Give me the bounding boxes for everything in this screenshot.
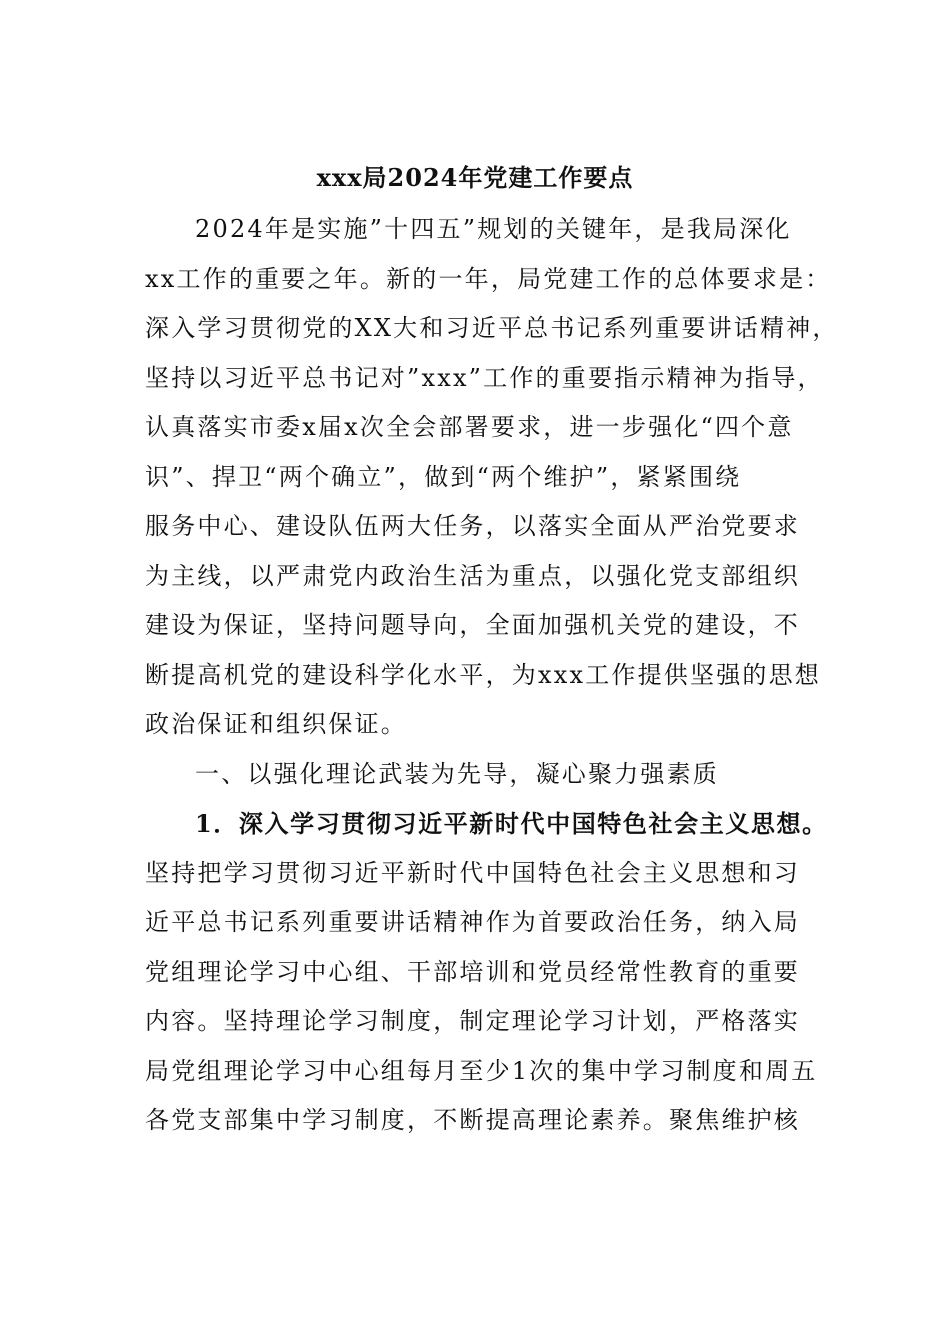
text-line: 断提高机党的建设科学化水平，为xxx工作提供坚强的思想 — [145, 660, 822, 689]
text-line: 识”、捍卫“两个确立”，做到“两个维护”，紧紧围绕 — [145, 462, 742, 491]
document-body — [145, 205, 839, 1146]
document-title: xxx局2024年党建工作要点 — [316, 163, 634, 192]
text-line: 内容。坚持理论学习制度，制定理论学习计划，严格落实 — [145, 1007, 800, 1035]
text-line: 近平总书记系列重要讲话精神作为首要政治任务，纳入局 — [145, 908, 800, 936]
text-line: 政治保证和组织保证。 — [145, 710, 407, 738]
text-line: 坚持以习近平总书记对”xxx”工作的重要指示精神为指导， — [145, 363, 824, 392]
text-line: 局党组理论学习中心组每月至少1次的集中学习制度和周五 — [145, 1056, 818, 1085]
text-line: 认真落实市委x届x次全会部署要求，进一步强化“四个意 — [145, 413, 794, 441]
section-heading: 一、以强化理论武装为先导，凝心聚力强素质 — [195, 759, 719, 788]
text-line: 建设为保证，坚持问题导向，全面加强机关党的建设，不 — [145, 611, 800, 639]
text-line: 深入学习贯彻党的XX大和习近平总书记系列重要讲话精神， — [145, 314, 839, 342]
text-line: 各党支部集中学习制度，不断提高理论素养。聚焦维护核 — [145, 1106, 800, 1134]
text-line: 2024年是实施”十四五”规划的关键年，是我局深化 — [195, 215, 792, 243]
text-line: 为主线，以严肃党内政治生活为重点，以强化党支部组织 — [145, 561, 800, 590]
text-line: 服务中心、建设队伍两大任务，以落实全面从严治党要求 — [145, 512, 800, 540]
text-line: xx工作的重要之年。新的一年，局党建工作的总体要求是： — [145, 264, 832, 293]
text-line: 党组理论学习中心组、干部培训和党员经常性教育的重要 — [145, 957, 800, 986]
subsection-heading: 1．深入学习贯彻习近平新时代中国特色社会主义思想。 — [195, 809, 828, 838]
text-line: 坚持把学习贯彻习近平新时代中国特色社会主义思想和习 — [145, 858, 800, 887]
